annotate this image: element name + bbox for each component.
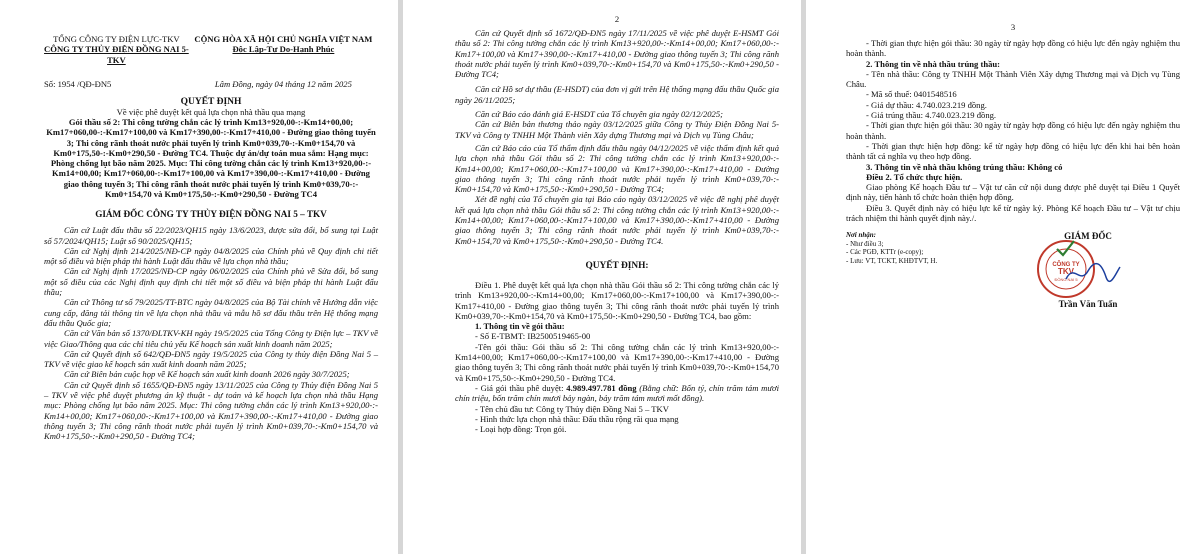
package-name: -Tên gói thầu: Gói thầu số 2: Thi công tường chắn các lý trình Km13+920,00-:-Km14+00,00; Km17+060,00-:-Km17+100,00 và Km17+390,00-:-Km17+410,00 - Đường giao thông tuyến 3; Thi công rãnh thoát nước phải tuyến lý trình Km0+039,70-:-Km0+154,70 và Km0+175,50-:-Km0+290,50 - Đường TC4.: [455, 341, 779, 383]
recipient-item: - Như điều 3;: [846, 239, 884, 248]
doc-subtitle: Về việc phê duyệt kết quả lựa chọn nhà thầu qua mạng: [116, 106, 306, 117]
check-mark-icon: [1054, 237, 1076, 259]
motto: Độc Lập-Tự Do-Hạnh Phúc: [232, 44, 335, 55]
selection-method: - Hình thức lựa chọn nhà thầu: Đấu thầu rộng rãi qua mạng: [475, 413, 679, 424]
handwritten-signature: [1062, 261, 1122, 287]
signature-block: [846, 231, 1180, 311]
section-2-title: 2. Thông tin về nhà thầu trúng thầu:: [866, 58, 1001, 69]
contract-time: - Thời gian thực hiện hợp đồng: kể từ ngày hợp đồng có hiệu lực đến khi hai bên hoàn thành tất cả nghĩa vụ theo hợp đồng.: [846, 140, 1180, 162]
investor: - Tên chủ đầu tư: Công ty Thủy điện Đồng Nai 5 – TKV: [475, 403, 669, 414]
recipient-item: - Các PGĐ, KTTr (e-copy);: [846, 248, 924, 257]
article-1: Điều 1. Phê duyệt kết quả lựa chọn nhà thầu Gói thầu số 2: Thi công tường chắn các lý trình Km13+920,00-:-Km14+00,00; Km17+060,00-:-Km17+100,00 và Km17+390,00-:-Km17+410,00 - Đường giao thông tuyến 3; Thi công rãnh thoát nước phải tuyến lý trình Km0+039,70-:-Km0+154,70 và Km0+175,50-:-Km0+290,50 - Đường TC4, bao gồm:: [455, 279, 779, 321]
signer: [996, 231, 1180, 311]
doc-title: QUYẾT ĐỊNH: [180, 96, 242, 107]
page-1: [0, 0, 398, 554]
article-2-heading: Điều 2. Tổ chức thực hiện.: [866, 171, 963, 182]
section-1-title: 1. Thông tin về gói thầu:: [475, 321, 565, 332]
tbmt-number: - Số E-TBMT: IB2500519465-00: [475, 331, 591, 342]
section-3: 3. Thông tin về nhà thầu không trúng thầu: Không có: [866, 161, 1063, 172]
place-date: Lâm Đồng, ngày 04 tháng 12 năm 2025: [214, 79, 352, 90]
legal-basis: Căn cứ Biên bản thương thảo ngày 03/12/2025 giữa Công ty Thủy Điện Đồng Nai 5-TKV và Công ty TNHH Một Thành viên Xây dựng Thương mại và Dịch vụ Tùng Châu;: [455, 119, 779, 140]
legal-basis: Căn cứ Quyết định số 1655/QĐ-ĐN5 ngày 13/11/2025 của Công ty Thủy điện Đồng Nai 5 – TKV về việc phê duyệt phương án kỹ thuật - dự toán và kế hoạch lựa chọn nhà thầu Hạng mục: Phòng chống lụt bão năm 2025. Mục: Thi công tường chắn các lý trình Km13+920,00-:-Km14+00,00; Km17+060,00-:-Km17+100,00 và Km17+390,00-:-Km17+410,00 - Đường giao thông tuyến 3; Thi công rãnh thoát nước phải tuyến lý trình Km0+039,70-:-Km0+154,70 và Km0+175,50-:-Km0+290,50 - Đường TC4;: [44, 379, 378, 442]
org-parent: TỔNG CÔNG TY ĐIỆN LỰC-TKV: [53, 34, 180, 44]
legal-basis: Căn cứ Văn bản số 1370/ĐLTKV-KH ngày 19/5/2025 của Tổng Công ty Điện lực – TKV về việc Giao/Thông qua các chỉ tiêu chủ yếu Kế hoạch sản xuất kinh doanh năm 2025;: [44, 328, 378, 349]
page-number: 2: [614, 14, 620, 24]
execution-time-2: - Thời gian thực hiện gói thầu: 30 ngày từ ngày hợp đồng có hiệu lực đến ngày nghiệm thu hoàn thành.: [846, 120, 1180, 141]
legal-bases-continued: [455, 28, 779, 246]
svg-text:TKV: TKV: [1058, 267, 1074, 277]
article-2-text: Giao phòng Kế hoạch Đầu tư – Vật tư căn cứ nội dung được phê duyệt tại Điều 1 Quyết định này, tiến hành tổ chức hoàn thiện hợp đồng.: [846, 182, 1180, 203]
package-price: [455, 383, 779, 404]
legal-basis: Căn cứ Quyết định số 1672/QĐ-ĐN5 ngày 17/11/2025 về việc phê duyệt E-HSMT Gói thầu số 2: Thi công tường chắn các lý trình Km13+920,00-:-Km14+00,00; Km17+060,00-:-Km17+100,00 và Km17+390,00-:-Km17+410,00 - Đường giao thông tuyến 3; Thi công rãnh thoát nước phải tuyến lý trình Km0+039,70-:-Km0+154,70 và Km0+175,50-:-Km0+290,50 - Đường TC4;: [455, 28, 779, 80]
signer-name: Trần Văn Tuấn: [1058, 299, 1118, 310]
price-label: - Giá gói thầu phê duyệt:: [475, 382, 567, 393]
package-description: Gói thầu số 2: Thi công tường chắn các lý trình Km13+920,00-:-Km14+00,00; Km17+060,00-:-Km17+100,00 và Km17+390,00-:-Km17+410,00 - Đường giao thông tuyến 3; Thi công rãnh thoát nước phải tuyến lý trình Km0+039,70-:-Km0+154,70 và Km0+175,50-:-Km0+290,50 - Đường TC4. Thuộc dự án/dự toán mua sắm: Hạng mục: Phòng chống lụt bão năm 2025. Mục: Thi công tường chắn các lý trình Km13+920,00-:-Km14+00,00; Km17+060,00-:-Km17+100,00 và Km17+390,00-:-Km17+410,00 - Đường giao thông tuyến 3; Thi công rãnh thoát nước phải tuyến lý trình Km0+039,70-:-Km0+154,70 và Km0+175,50-:-Km0+290,50 - Đường TC4: [46, 116, 376, 199]
recipients-title: Nơi nhận:: [846, 231, 877, 240]
doc-number: Số: 1954 /QĐ-ĐN5: [44, 79, 112, 90]
contract-type: - Loại hợp đồng: Trọn gói.: [475, 424, 567, 435]
org-company: CÔNG TY THỦY ĐIỆN ĐỒNG NAI 5-TKV: [44, 44, 189, 65]
legal-basis: Căn cứ Báo cáo của Tổ thẩm định đấu thầu ngày 04/12/2025 về việc thẩm định kết quả lựa chọn nhà thầu Gói thầu số 2: Thi công tường chắn các lý trình Km13+920,00-:-Km14+00,00; Km17+060,00-:-Km17+100,00 và Km17+390,00-:-Km17+410,00 - Đường giao thông tuyến 3; Thi công rãnh thoát nước phải tuyến lý trình Km0+039,70-:-Km0+154,70 và Km0+175,50-:-Km0+290,50 - Đường TC4;: [455, 142, 779, 195]
legal-basis: Căn cứ Biên bản cuộc họp về Kế hoạch sản xuất kinh doanh 2026 ngày 30/7/2025;: [64, 369, 350, 380]
decision-heading: QUYẾT ĐỊNH:: [585, 260, 649, 271]
legal-basis: Căn cứ Nghị định 17/2025/NĐ-CP ngày 06/02/2025 của Chính phủ về Sửa đổi, bổ sung một số điều của các Nghị định quy định chi tiết một số điều và biện pháp thi hành Luật đấu thầu;: [44, 266, 378, 298]
legal-basis: Căn cứ Báo cáo đánh giá E-HSDT của Tổ chuyên gia ngày 02/12/2025;: [475, 109, 723, 120]
winning-price: - Giá trúng thầu: 4.740.023.219 đồng.: [866, 110, 997, 121]
price-in-words: (Bằng chữ: Bốn tỷ, chín trăm tám mươi chín triệu, bốn trăm chín mươi bảy ngàn, bảy trăm tám mươi mốt đồng).: [455, 382, 780, 404]
legal-basis: Căn cứ Nghị định 214/2025/NĐ-CP ngày 04/8/2025 của Chính phủ về Quy định chi tiết một số điều và biện pháp thi hành Luật đấu thầu về lựa chọn nhà thầu;: [44, 245, 378, 267]
tax-code: - Mã số thuế: 0401548516: [866, 89, 957, 100]
page-number: 3: [1010, 22, 1016, 32]
recipients: [846, 231, 996, 311]
legal-basis: Xét đề nghị của Tổ chuyên gia tại Báo cáo ngày 03/12/2025 về việc đề nghị phê duyệt kết quả lựa chọn nhà thầu Gói thầu số 2: Thi công tường chắn các lý trình Km13+920,00-:-Km14+00,00; Km17+060,00-:-Km17+100,00 và Km17+390,00-:-Km17+410,00 - Đường giao thông tuyến 3; Thi công rãnh thoát nước phải tuyến lý trình Km0+039,70-:-Km0+154,70 và Km0+175,50-:-Km0+290,50 - Đường TC4.: [455, 194, 779, 246]
page-2: [403, 0, 801, 554]
signer-title: GIÁM ĐỐC: [1064, 231, 1112, 242]
bid-price: - Giá dự thầu: 4.740.023.219 đồng.: [866, 99, 987, 110]
legal-basis: Căn cứ Thông tư số 79/2025/TT-BTC ngày 04/8/2025 của Bộ Tài chính về Hướng dẫn việc cung cấp, đăng tải thông tin về lựa chọn nhà thầu và mẫu hồ sơ đấu thầu trên Hệ thống mạng đấu thầu Quốc gia;: [44, 297, 378, 328]
legal-basis: Căn cứ Hồ sơ dự thầu (E-HSDT) của đơn vị gửi trên Hệ thống mạng đấu thầu Quốc gia ngày 26/11/2025;: [455, 84, 779, 105]
recipient-item: - Lưu: VT, TCKT, KHĐTVT, H.: [846, 256, 938, 265]
legal-basis: Căn cứ Luật đấu thầu số 22/2023/QH15 ngày 13/6/2023, được sửa đổi, bổ sung tại Luật số 57/2024/QH15; Luật số 90/2025/QH15;: [44, 225, 378, 246]
svg-text:ĐỒNG NAI 5: ĐỒNG NAI 5: [1054, 277, 1078, 283]
legal-bases: [44, 225, 378, 441]
legal-basis: Căn cứ Quyết định số 642/QĐ-ĐN5 ngày 19/5/2025 của Công ty thủy điện Đồng Nai 5 – TKV về việc giao kế hoạch sản xuất kinh doanh năm 2025;: [44, 348, 378, 370]
article-3: Điều 3. Quyết định này có hiệu lực kể từ ngày ký. Phòng Kế hoạch Đầu tư – Vật tư chịu trách nhiệm thi hành quyết định này./.: [846, 202, 1180, 224]
winner-name: - Tên nhà thầu: Công ty TNHH Một Thành Viên Xây dựng Thương mại và Dịch vụ Tùng Châu.: [846, 68, 1180, 90]
director-heading: GIÁM ĐỐC CÔNG TY THỦY ĐIỆN ĐỒNG NAI 5 – TKV: [95, 209, 327, 220]
execution-time: - Thời gian thực hiện gói thầu: 30 ngày từ ngày hợp đồng có hiệu lực đến ngày nghiệm thu hoàn thành.: [846, 38, 1180, 59]
page-3: [806, 0, 1200, 554]
svg-text:CÔNG TY: CÔNG TY: [1052, 262, 1080, 269]
price-value: 4.989.497.781 đồng: [566, 382, 637, 393]
number-date-row: [44, 79, 378, 89]
header: [44, 34, 378, 65]
nation-title: CỘNG HÒA XÃ HỘI CHỦ NGHĨA VIỆT NAM: [194, 34, 373, 44]
